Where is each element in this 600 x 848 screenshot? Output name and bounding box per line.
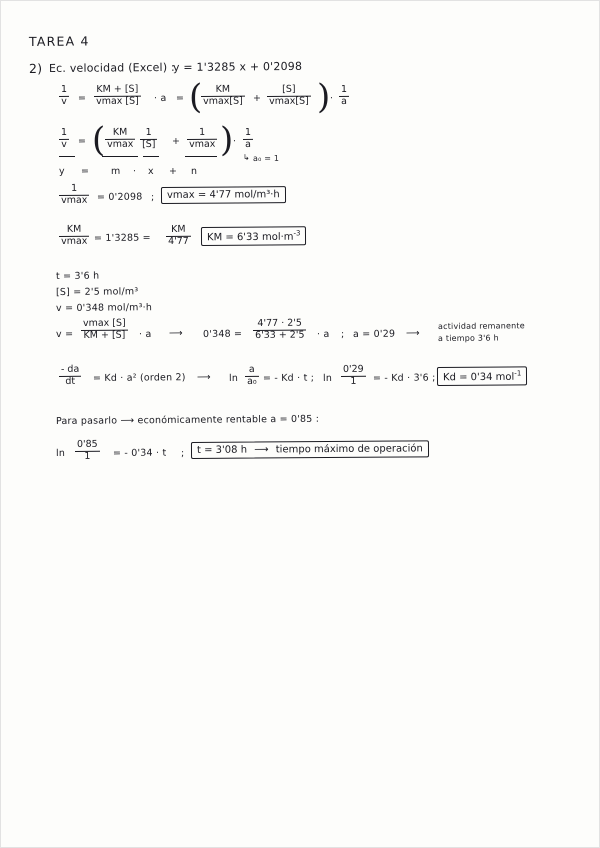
eq1-plus: + xyxy=(252,92,262,104)
eq4-km-over-477-fraction: $\frac{KM}{4'77}$ xyxy=(166,225,191,248)
eq2-km-vmax-fraction: KM vmax xyxy=(105,128,136,151)
page-title: TAREA 4 xyxy=(28,33,90,49)
eq6-rate-law: = Kd · a² (orden 2) xyxy=(92,372,186,384)
eq2-dot: · xyxy=(232,135,237,147)
eq5-a-value: a = 0'29 xyxy=(352,328,396,340)
eq2-equals: = xyxy=(77,135,87,147)
eq5-left-value: 0'348 = xyxy=(202,328,243,340)
eq4-km-over-vmax-fraction: KM vmax xyxy=(59,225,90,248)
operation-time-box: t = 3'08 h ⟶ tiempo máximo de operación xyxy=(191,440,429,459)
underbrace-x xyxy=(143,156,159,157)
eq5-mm-fraction: vmax [S] KM + [S] xyxy=(81,319,128,342)
eq2-tail-fraction: $\frac{1}{a}$ xyxy=(243,128,253,151)
excel-equation: y = 1'3285 x + 0'2098 xyxy=(172,59,303,74)
eq1-tail-fraction: $\frac{1}{a}$ xyxy=(339,85,349,108)
eq1-michaelis-fraction: KM + [S] vmax [S] xyxy=(94,85,141,108)
km-result-box: KM = 6'33 $mol\cdot m^{-3}$ xyxy=(201,226,307,246)
eq7-ln: ln xyxy=(55,447,66,459)
eq4-equals-slope: = 1'3285 = xyxy=(93,232,151,244)
data-time: t = 3'6 h xyxy=(55,270,100,282)
eq1-equals-2: = xyxy=(175,92,185,104)
ident-n: n xyxy=(190,165,198,177)
eq5-semicolon: ; xyxy=(340,328,345,340)
eq1-term2-fraction: [S] vmax[S] xyxy=(267,85,311,108)
ident-m: m xyxy=(110,165,121,177)
eq7-rhs: = - 0'34 · t xyxy=(112,447,167,459)
eq5-note-line2: a tiempo 3'6 h xyxy=(437,333,499,343)
eq5-times-a: · a xyxy=(138,328,152,340)
profitability-paragraph: Para pasarlo ⟶ económicamente rentable a = 0'85 : xyxy=(55,413,320,427)
eq6-rhs: = - Kd · t ; xyxy=(262,372,315,384)
eq2-close-paren: ) xyxy=(220,120,234,160)
eq5-arrow-2: ⟶ xyxy=(405,327,420,339)
eq1-times-a: · a xyxy=(153,92,167,104)
ident-dot: · xyxy=(132,165,137,177)
eq2-note-arrow: ↳ xyxy=(242,152,250,162)
eq1-term1-fraction: KM vmax[S] xyxy=(201,85,245,108)
ident-equals: = xyxy=(80,165,90,177)
eq1-close-paren: ) xyxy=(317,77,331,117)
eq6-029-over-1-fraction: $\frac{0'29}{1}$ xyxy=(341,365,366,388)
eq2-left-fraction: $\frac{1}{v}$ xyxy=(59,128,69,151)
eq1-equals: = xyxy=(77,92,87,104)
kd-exponent: -1 xyxy=(514,369,522,378)
item-number: 2) xyxy=(28,60,43,76)
eq7-semicolon: ; xyxy=(180,447,185,459)
eq3-one-over-vmax-fraction: 1 vmax xyxy=(59,184,90,207)
eq5-numeric-fraction: $\frac{4'77 \cdot 2'5}{6'33 + 2'5}$ xyxy=(253,319,307,342)
eq1-left-fraction: $\frac{1}{v}$ xyxy=(59,85,69,108)
eq5-times-a-2: · a xyxy=(316,328,330,340)
eq5-note-line1: actividad remanente xyxy=(437,321,525,331)
eq2-one-over-vmax-fraction: 1 vmax xyxy=(187,128,218,151)
eq3-result: = 0'2098 xyxy=(96,191,143,203)
underbrace-y xyxy=(59,156,75,157)
ident-y: y xyxy=(58,165,65,177)
data-substrate: [S] = 2'5 mol/m³ xyxy=(55,286,139,298)
heading-text: Ec. velocidad (Excel) : xyxy=(48,60,175,75)
eq1-open-paren: ( xyxy=(189,77,203,117)
eq2-a0-note: a₀ = 1 xyxy=(252,153,280,163)
data-velocity: v = 0'348 mol/m³·h xyxy=(55,302,153,314)
eq6-deriv-fraction: $\frac{- da}{dt}$ xyxy=(59,365,82,388)
eq6-arrow: ⟶ xyxy=(196,371,211,383)
eq6-ln-2: ln xyxy=(322,372,333,384)
eq6-ln: ln xyxy=(228,372,239,384)
eq3-semicolon: ; xyxy=(150,191,155,203)
eq5-v-equals: v = xyxy=(55,328,74,340)
eq2-plus: + xyxy=(171,135,181,147)
eq2-one-over-s-fraction: $\frac{1}{[S]}$ xyxy=(140,128,158,151)
kd-result-box: Kd = 0'34 mol$^{-1}$ xyxy=(437,366,527,386)
eq6-rhs-2: = - Kd · 3'6 ; xyxy=(372,372,436,384)
underbrace-n xyxy=(185,156,217,157)
ident-x: x xyxy=(147,165,154,177)
km-exponent: -3 xyxy=(293,229,301,238)
ident-plus: + xyxy=(168,165,178,177)
vmax-result-box: vmax = 4'77 mol/m³·h xyxy=(161,186,286,204)
eq2-open-paren: ( xyxy=(92,120,106,160)
eq7-085-over-1-fraction: $\frac{0'85}{1}$ xyxy=(75,440,100,463)
eq5-arrow: ⟶ xyxy=(168,327,183,339)
eq6-a-over-a0-fraction: $\frac{a}{\text{a₀}}$ xyxy=(245,365,259,388)
eq1-dot: · xyxy=(329,92,334,104)
underbrace-m xyxy=(102,156,138,157)
